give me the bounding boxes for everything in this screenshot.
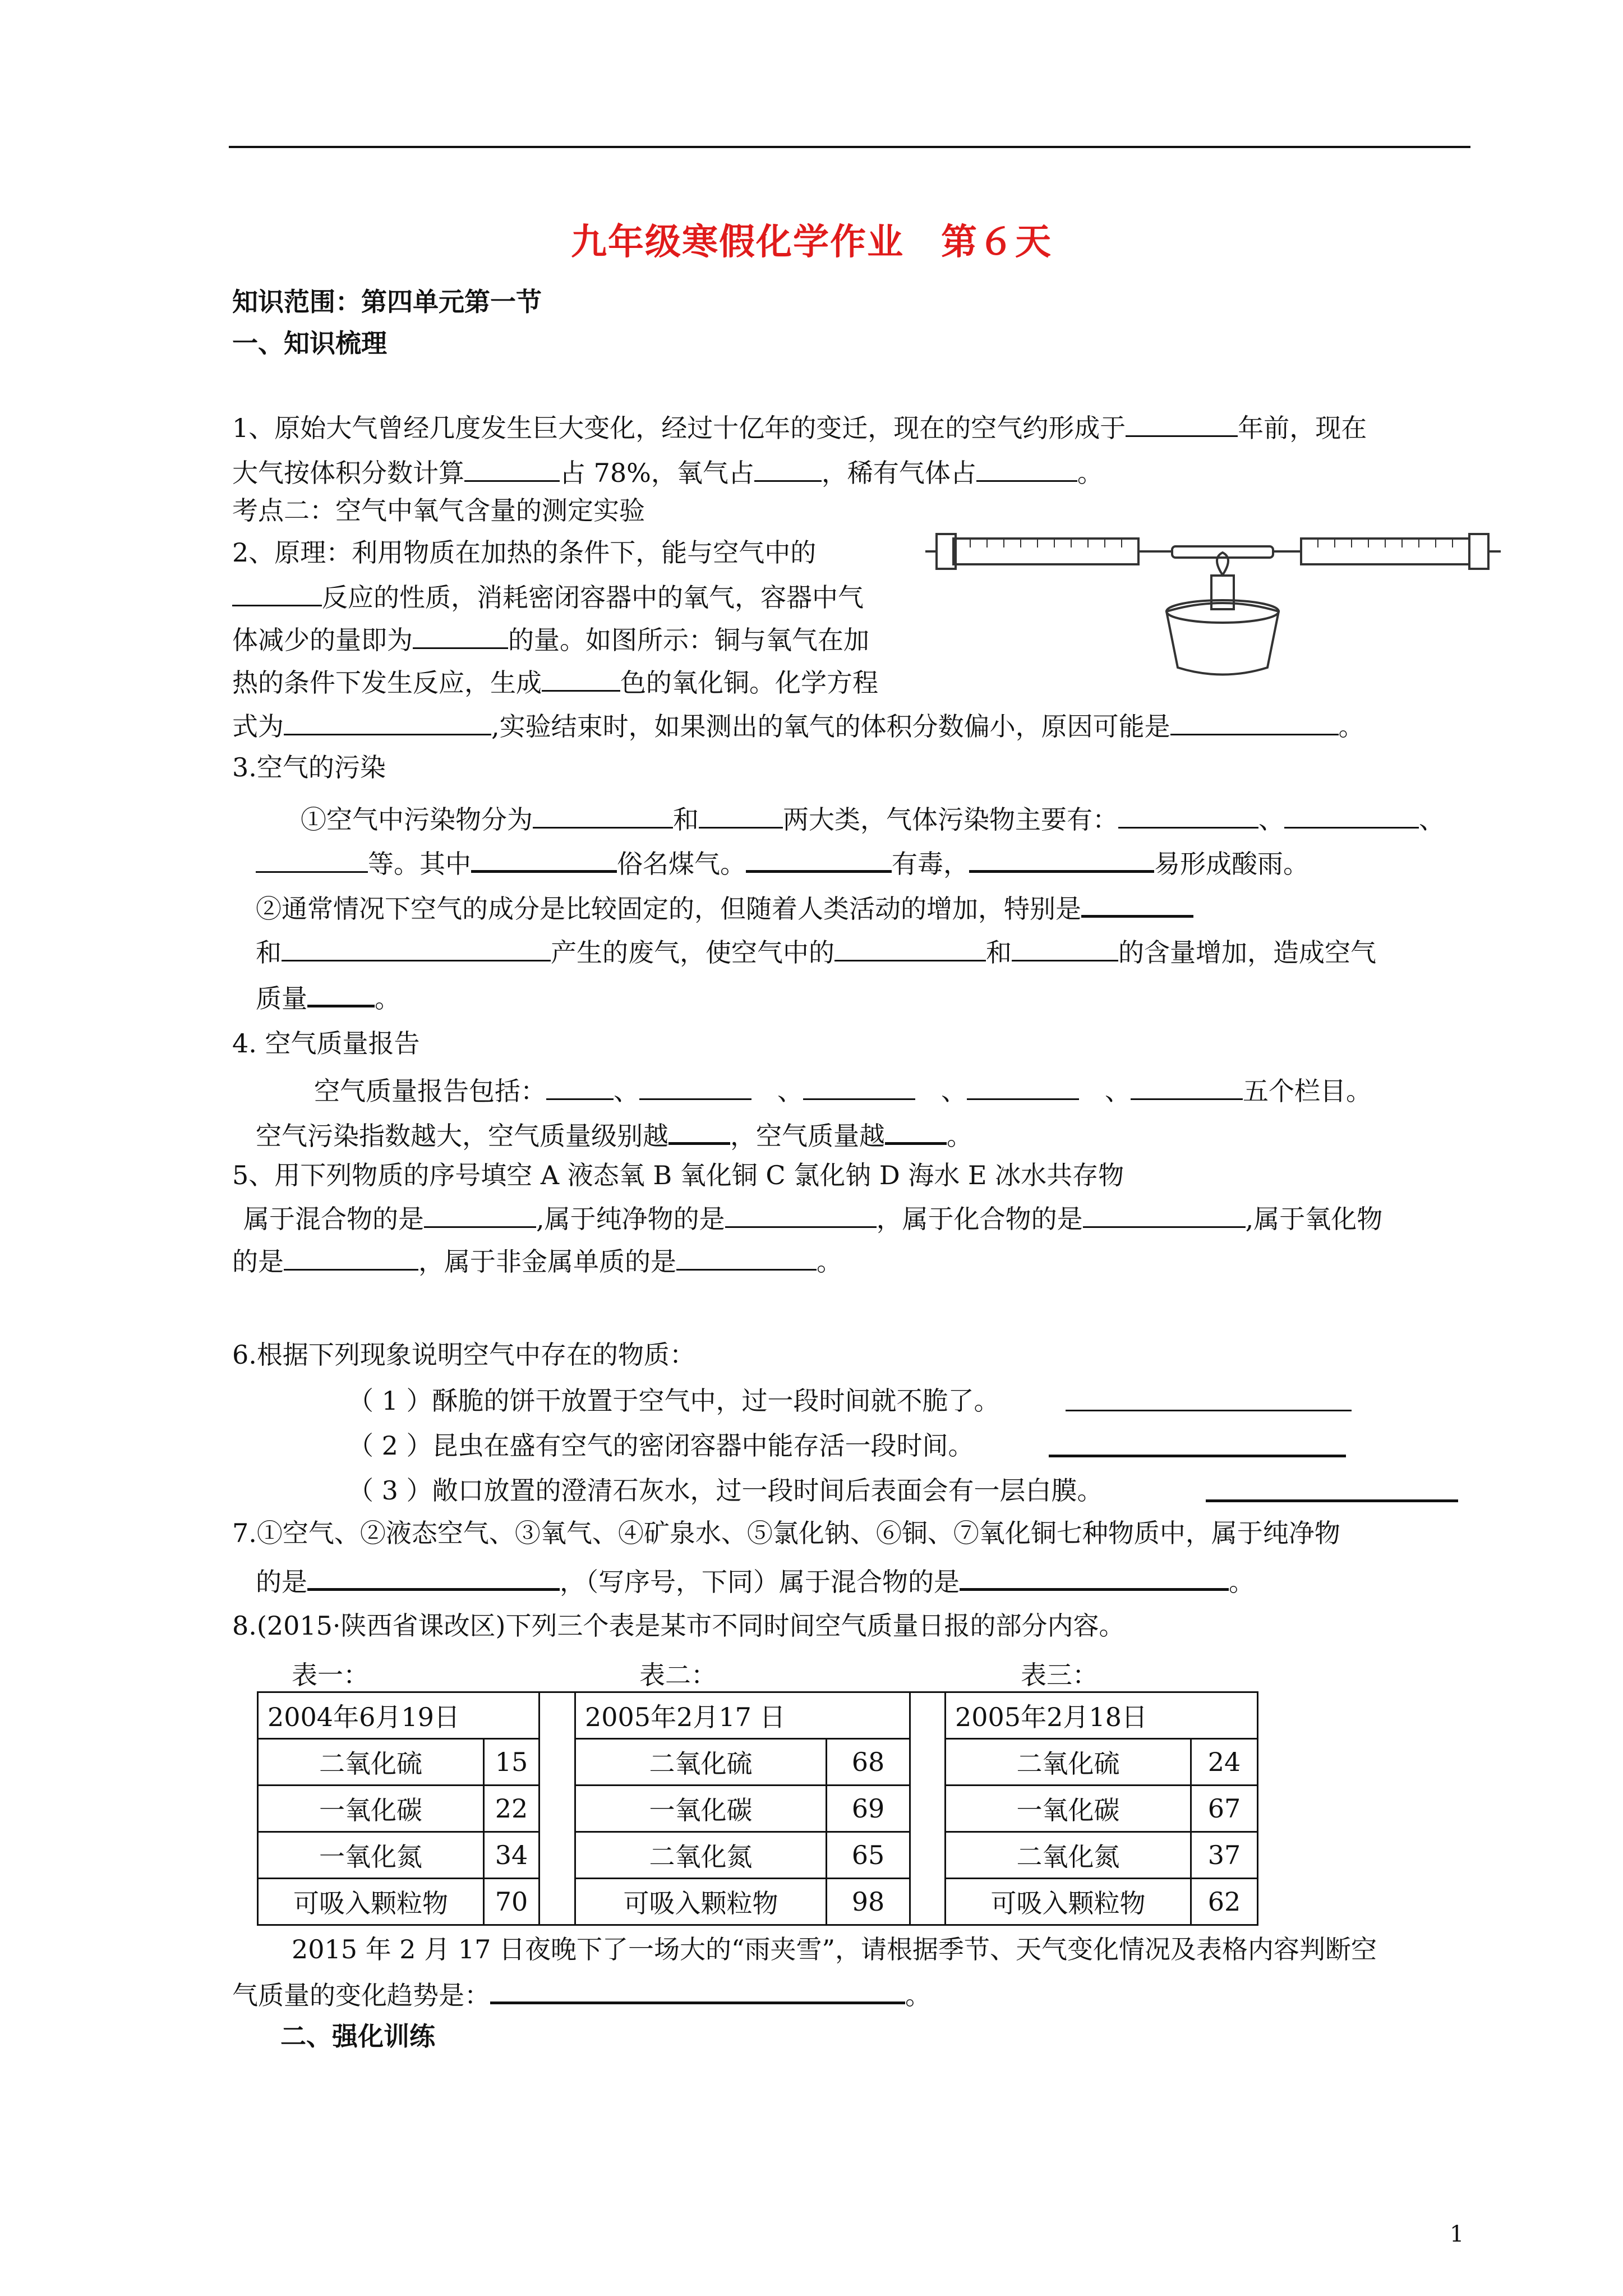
q7-blank-2[interactable] (960, 1562, 1229, 1591)
q2-line5: 式为 ,实验结束时，如果测出的氧气的体积分数偏小，原因可能是 。 (232, 708, 1364, 743)
q3-line4: 和 产生的废气，使空气中的 和 的含量增加，造成空气 (256, 934, 1376, 969)
q2-line4: 热的条件下发生反应，生成 色的氧化铜。化学方程 (232, 664, 878, 700)
table-date: 2005年2月18日 (946, 1692, 1258, 1739)
pollutant-value: 37 (1191, 1832, 1258, 1879)
q3-line3: ②通常情况下空气的成分是比较固定的，但随着人类活动的增加，特别是 (256, 889, 1193, 926)
q3-blank-6[interactable] (471, 844, 617, 873)
q6-item-1: （ 1 ）酥脆的饼干放置于空气中，过一段时间就不脆了。 (348, 1386, 1000, 1416)
pollutant-name: 可吸入颗粒物 (946, 1879, 1191, 1925)
q1-blank-4[interactable] (976, 454, 1077, 482)
q5-blank-3[interactable] (1083, 1200, 1246, 1228)
pollutant-name: 可吸入颗粒物 (258, 1879, 484, 1925)
pollutant-value: 67 (1191, 1786, 1258, 1832)
q3-blank-1[interactable] (533, 801, 673, 829)
q4-blank-7[interactable] (885, 1116, 947, 1145)
table-date: 2005年2月17 日 (575, 1692, 910, 1739)
pollutant-name: 可吸入颗粒物 (575, 1879, 827, 1925)
pollutant-name: 二氧化硫 (946, 1739, 1191, 1786)
knowledge-scope: 知识范围：第四单元第一节 (232, 287, 542, 317)
table-label-1: 表一： (292, 1660, 369, 1690)
q7-line1: 7.①空气、②液态空气、③氧气、④矿泉水、⑤氯化钠、⑥铜、⑦氧化铜七种物质中，属于纯净物 (232, 1518, 1340, 1548)
pollutant-name: 二氧化硫 (575, 1739, 827, 1786)
q5-line3: 的是 ，属于非金属单质的是 。 (232, 1243, 842, 1278)
q3-blank-8[interactable] (969, 844, 1154, 873)
q3-blank-7[interactable] (746, 844, 892, 873)
q6-blank-3[interactable] (1206, 1474, 1458, 1502)
q6-item-2: （ 2 ）昆虫在盛有空气的密闭容器中能存活一段时间。 (348, 1430, 974, 1461)
q2-line1: 2、原理：利用物质在加热的条件下，能与空气中的 (232, 537, 817, 568)
pollutant-value: 69 (827, 1786, 910, 1832)
q8-answer-blank[interactable] (490, 1976, 905, 2004)
q1-blank-1[interactable] (1126, 409, 1238, 437)
pollutant-value: 34 (484, 1832, 540, 1879)
copper-oxygen-apparatus-figure (920, 522, 1503, 684)
q5-blank-5[interactable] (676, 1243, 817, 1271)
q3-blank-12[interactable] (1012, 934, 1118, 961)
pollutant-name: 一氧化碳 (575, 1786, 827, 1832)
q6-answer-1 (1066, 1384, 1352, 1419)
air-quality-table-3 (944, 1691, 1258, 1926)
q4-blank-1[interactable] (546, 1073, 614, 1100)
table-label-3: 表三： (1021, 1660, 1098, 1690)
q3-line1: ①空气中污染物分为 和 两大类，气体污染物主要有： 、 、 (301, 801, 1445, 836)
q6-answer-3 (1206, 1474, 1458, 1510)
table-gap-2 (909, 1691, 946, 1926)
pollutant-value: 62 (1191, 1879, 1258, 1925)
q6-answer-2 (1049, 1429, 1346, 1465)
section-heading-1: 一、知识梳理 (232, 328, 387, 358)
table-date: 2004年6月19日 (258, 1692, 540, 1739)
q3-line5: 质量 。 (256, 979, 400, 1015)
q2-blank-1[interactable] (232, 579, 322, 606)
q8-after-line1: 2015 年 2 月 17 日夜晚下了一场大的“雨夹雪”，请根据季节、天气变化情况及表格内容判断空 (292, 1934, 1377, 1964)
q4-blank-3[interactable] (803, 1073, 915, 1100)
q4-blank-4[interactable] (967, 1073, 1079, 1100)
table-gap-1 (538, 1691, 575, 1926)
q2-blank-2[interactable] (413, 622, 508, 649)
q3-blank-5[interactable] (256, 845, 368, 873)
pollutant-value: 65 (827, 1832, 910, 1879)
q3-title: 3.空气的污染 (232, 752, 386, 783)
q1-blank-3[interactable] (754, 454, 822, 482)
q5-blank-2[interactable] (725, 1200, 877, 1228)
q6-item-3: （ 3 ）敞口放置的澄清石灰水，过一段时间后表面会有一层白膜。 (348, 1475, 1103, 1506)
pollutant-value: 98 (827, 1879, 910, 1925)
pollutant-value: 24 (1191, 1739, 1258, 1786)
q4-title: 4. 空气质量报告 (232, 1028, 420, 1059)
q3-blank-4[interactable] (1284, 801, 1419, 829)
q1-blank-2[interactable] (464, 454, 560, 482)
pollutant-value: 68 (827, 1739, 910, 1786)
q2-blank-3[interactable] (542, 664, 620, 692)
q6-blank-1[interactable] (1066, 1384, 1352, 1411)
page-number: 1 (1450, 2221, 1464, 2247)
pollutant-name: 一氧化碳 (258, 1786, 484, 1832)
q3-blank-2[interactable] (699, 801, 783, 829)
header-rule (229, 146, 1470, 148)
q4-blank-5[interactable] (1131, 1073, 1243, 1100)
pollutant-name: 一氧化氮 (258, 1832, 484, 1879)
q2-line3: 体减少的量即为 的量。如图所示：铜与氧气在加 (232, 622, 869, 657)
q4-blank-2[interactable] (639, 1073, 751, 1100)
air-quality-table-1 (257, 1691, 540, 1926)
pollutant-name: 二氧化氮 (946, 1832, 1191, 1879)
q5-line1: 5、用下列物质的序号填空 A 液态氧 B 氧化铜 C 氯化钠 D 海水 E 冰水共存物 (232, 1160, 1124, 1190)
kaodian-2: 考点二：空气中氧气含量的测定实验 (232, 495, 645, 526)
q3-blank-11[interactable] (834, 934, 986, 961)
q3-blank-10[interactable] (282, 934, 551, 961)
air-quality-table-2 (574, 1691, 911, 1926)
q5-line2: 属于混合物的是 ,属于纯净物的是 ，属于化合物的是 ,属于氧化物 (243, 1200, 1382, 1236)
q6-title: 6.根据下列现象说明空气中存在的物质： (232, 1340, 695, 1370)
q4-blank-6[interactable] (668, 1116, 730, 1145)
pollutant-name: 一氧化碳 (946, 1786, 1191, 1832)
q5-blank-4[interactable] (284, 1243, 418, 1271)
q2-line2: 反应的性质，消耗密闭容器中的氧气，容器中气 (232, 579, 864, 614)
q3-blank-13[interactable] (307, 979, 375, 1007)
page-title: 九年级寒假化学作业 第６天 (571, 221, 1052, 263)
pollutant-value: 70 (484, 1879, 540, 1925)
q3-blank-9[interactable] (1081, 889, 1193, 918)
q1-line2: 大气按体积分数计算 占 78%，氧气占 ，稀有气体占 。 (232, 454, 1103, 490)
pollutant-value: 22 (484, 1786, 540, 1832)
q7-blank-1[interactable] (307, 1562, 560, 1591)
q2-blank-5[interactable] (1170, 708, 1339, 735)
q7-line2: 的是 ，（写序号，下同）属于混合物的是 。 (256, 1562, 1255, 1599)
q5-blank-1[interactable] (424, 1200, 536, 1228)
q8-after-line2: 气质量的变化趋势是： 。 (232, 1976, 931, 2012)
q8-intro: 8.(2015·陕西省课改区)下列三个表是某市不同时间空气质量日报的部分内容。 (232, 1611, 1125, 1641)
pollutant-name: 二氧化氮 (575, 1832, 827, 1879)
q1-line1: 1、原始大气曾经几度发生巨大变化，经过十亿年的变迁，现在的空气约形成于 年前，现在 (232, 409, 1367, 445)
section-heading-2: 二、强化训练 (280, 2021, 435, 2051)
table-label-2: 表二： (639, 1660, 717, 1690)
q3-line2: 等。其中 俗名煤气。 有毒， 易形成酸雨。 (256, 844, 1309, 881)
pollutant-name: 二氧化硫 (258, 1739, 484, 1786)
q2-blank-4[interactable] (284, 708, 491, 735)
q4-line2: 空气污染指数越大，空气质量级别越 ，空气质量越 。 (256, 1116, 972, 1153)
pollutant-value: 15 (484, 1739, 540, 1786)
q4-line1: 空气质量报告包括： 、 、 、 、 五个栏目。 (314, 1073, 1372, 1108)
q3-blank-3[interactable] (1118, 801, 1258, 829)
q6-blank-2[interactable] (1049, 1429, 1346, 1457)
